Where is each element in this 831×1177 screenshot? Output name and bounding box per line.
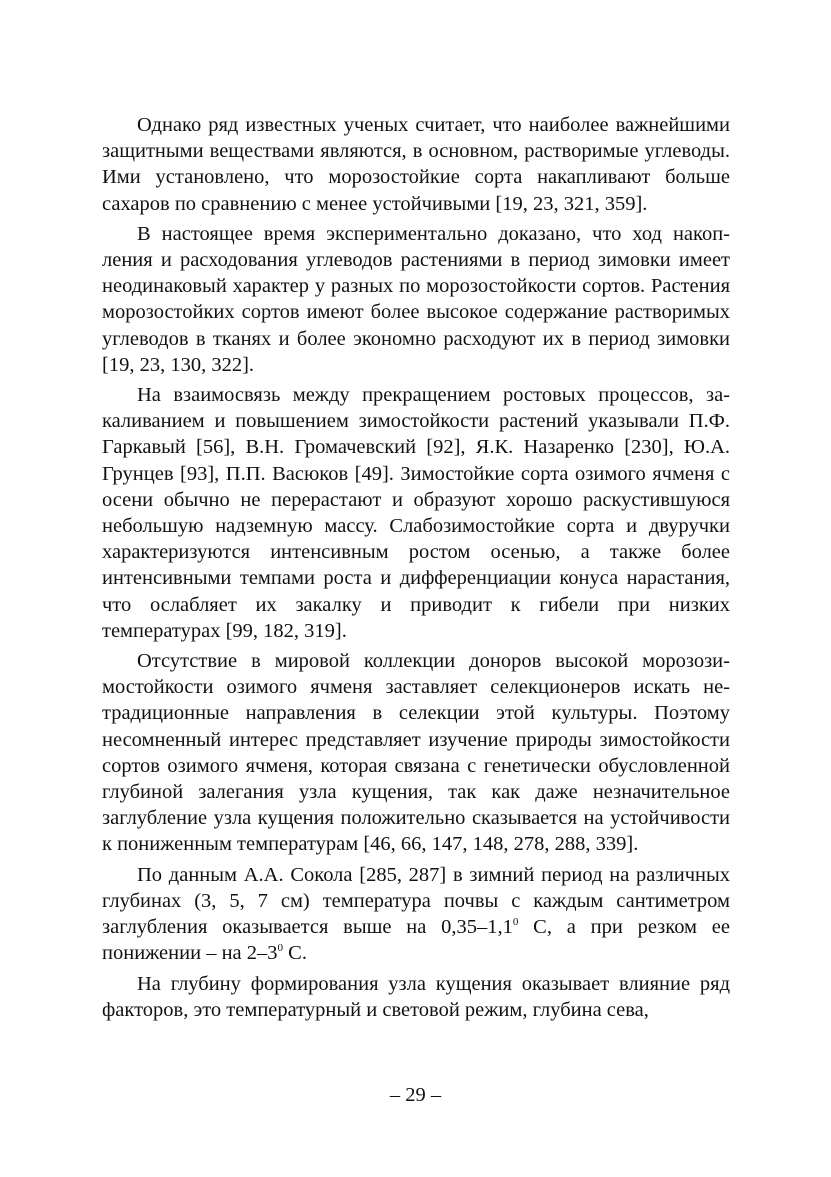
paragraph-1: Однако ряд известных ученых считает, что наиболее важнейшими защитными веществами являются, в основном, растворимые углеводы. Ими установлено, что морозостойкие сорта накапливают больше сахаров по сравнению с менее устойчивыми [19, 23, 321, 359]. <box>102 114 730 215</box>
page-number: – 29 – <box>389 1084 442 1106</box>
paragraph-5-part2: С, а при резком ее понижении – на 2–3 <box>102 916 730 965</box>
page-body <box>102 112 730 1023</box>
paragraph-5 <box>102 862 730 967</box>
paragraph-3: На взаимосвязь между прекращением ростовых процессов, закаливанием и повышением зимостойкости растений указывали П.Ф. Гаркавый [56], В.Н. Громачевский [92], Я.К. Назаренко [230], Ю.А. Грунцев [93], П.П. Васюков [49]. Зимостойкие сорта озимого ячменя с осени обычно не перерастают и образуют хорошо раскустившуюся небольшую надземную массу. Слабозимостойкие сорта и двуручки характеризуются интенсивным ростом осенью, а также более интенсивными темпами роста и дифференциации конуса нарастания, что ослабляет их закалку и приводит к гибели при низких температурах [99, 182, 319]. <box>102 384 730 642</box>
paragraph-4: Отсутствие в мировой коллекции доноров высокой морозозимостойкости озимого ячменя заставляет селекционеров искать нетрадиционные направления в селекции этой культуры. Поэтому несомненный интерес представляет изучение природы зимостойкости сортов озимого ячменя, которая связана с генетически обусловленной глубиной залегания узла кущения, так как даже незначительное заглубление узла кущения положительно сказывается на устойчивости к пониженным температурам [46, 66, 147, 148, 278, 288, 339]. <box>102 650 730 856</box>
paragraph-5-part1: По данным А.А. Сокола [285, 287] в зимний период на различных глубинах (3, 5, 7 см) температура почвы с каждым сантиметром заглубления оказывается выше на 0,35–1,1 <box>102 863 730 939</box>
paragraph-6: На глубину формирования узла кущения оказывает влияние ряд факторов, это температурный и световой режим, глубина сева, <box>102 972 730 1021</box>
paragraph-2: В настоящее время экспериментально доказано, что ход накопления и расходования углеводов растениями в период зимовки имеет неодинаковый характер у разных по морозостойкости сортов. Растения морозостойких сортов имеют более высокое содержание растворимых углеводов в тканях и более экономно расходуют их в период зимовки [19, 23, 130, 322]. <box>102 222 730 376</box>
degree-superscript-2: 0 <box>277 942 284 955</box>
degree-superscript-1: 0 <box>512 916 519 929</box>
paragraph-5-part3: С. <box>283 942 307 965</box>
